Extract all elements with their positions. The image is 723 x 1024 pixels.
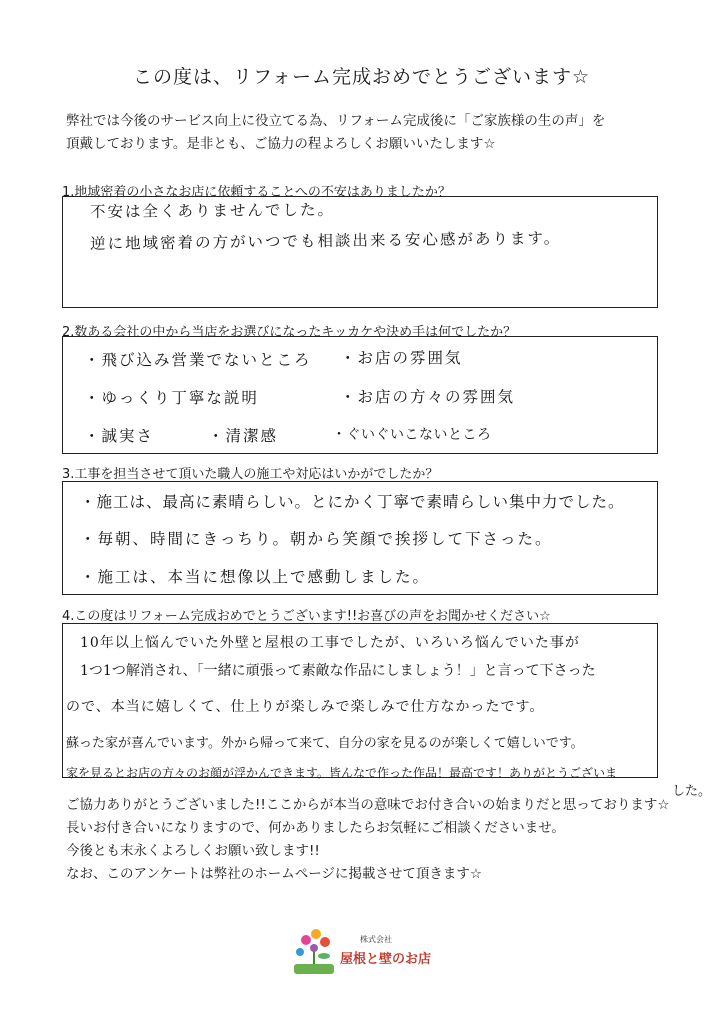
intro-line: 弊社では今後のサービス向上に役立てる為、リフォーム完成後に「ご家族様の生の声」を <box>66 113 606 129</box>
question-2: 2.数ある会社の中から当店をお選びになったキッカケや決め手は何でしたか？ <box>62 325 517 340</box>
handwritten-answer: ・毎朝、時間にきっちり。朝から笑顔で挨拶して下さった。 <box>80 530 553 548</box>
footer-line: なお、このアンケートは弊社のホームページに掲載させて頂きます☆ <box>66 866 483 882</box>
flower-logo-icon <box>292 926 338 976</box>
intro-line: 頂戴しております。是非とも、ご協力の程よろしくお願いいたします☆ <box>66 136 496 152</box>
handwritten-answer: ・施工は、最高に素晴らしい。とにかく丁寧で素晴らしい集中力でした。 <box>80 493 625 511</box>
question-1: 1.地域密着の小さなお店に依頼することへの不安はありましたか？ <box>62 185 451 200</box>
footer-line: ご協力ありがとうございました!!ここからが本当の意味でお付き合いの始まりだと思っております☆ <box>66 797 670 813</box>
footer-text <box>66 794 669 886</box>
question-4: 4.この度はリフォーム完成おめでとうございます!!お喜びの声をお聞かせください☆ <box>62 609 551 624</box>
intro-text <box>66 110 605 156</box>
page-title: この度は、リフォーム完成おめでとうございます☆ <box>132 66 591 88</box>
handwritten-answer: ので、本当に嬉しくて、仕上りが楽しみで楽しみで仕方なかったです。 <box>66 699 545 715</box>
handwritten-answer: ・誠実さ <box>84 427 155 445</box>
logo-company-name: 屋根と壁のお店 <box>340 952 432 967</box>
handwritten-answer: ・飛び込み営業でないところ <box>84 351 312 369</box>
handwritten-answer: ・ぐいぐいこないところ <box>332 427 492 443</box>
handwritten-answer: 不安は全くありませんでした。 <box>89 200 336 221</box>
footer-line: 今後とも末永くよろしくお願い致します!! <box>66 843 320 859</box>
handwritten-answer: ・施工は、本当に想像以上で感動しました。 <box>80 568 431 586</box>
handwritten-answer: ・お店の雰囲気 <box>340 349 463 367</box>
footer-line: 長いお付き合いになりますので、何かありましたらお気軽にご相談くださいませ。 <box>66 820 565 836</box>
handwritten-answer: ・ゆっくり丁寧な説明 <box>84 389 259 407</box>
question-3: 3.工事を担当させて頂いた職人の施工や対応はいかがでしたか？ <box>62 467 439 482</box>
company-logo <box>292 926 437 976</box>
handwritten-answer: ・清潔感 <box>208 427 279 445</box>
handwritten-answer: ・お店の方々の雰囲気 <box>340 388 516 406</box>
handwritten-answer: 1つ1つ解消され、「一緒に頑張って素敵な作品にしましょう！」と言って下さった <box>80 663 596 679</box>
handwritten-answer: 逆に地域密着の方がいつでも相談出来る安心感があります。 <box>89 229 562 253</box>
handwritten-answer: した。 <box>672 784 712 799</box>
handwritten-answer: 家を見るとお店の方々のお顔が浮かんできます。皆んなで作った作品！最高です！ありがとうございま <box>66 766 618 780</box>
handwritten-answer: 10年以上悩んでいた外壁と屋根の工事でしたが、いろいろ悩んでいた事が <box>80 635 580 651</box>
logo-company-type: 株式会社 <box>360 935 392 944</box>
handwritten-answer: 蘇った家が喜んでいます。外から帰って来て、自分の家を見るのが楽しくて嬉しいです。 <box>66 736 584 751</box>
